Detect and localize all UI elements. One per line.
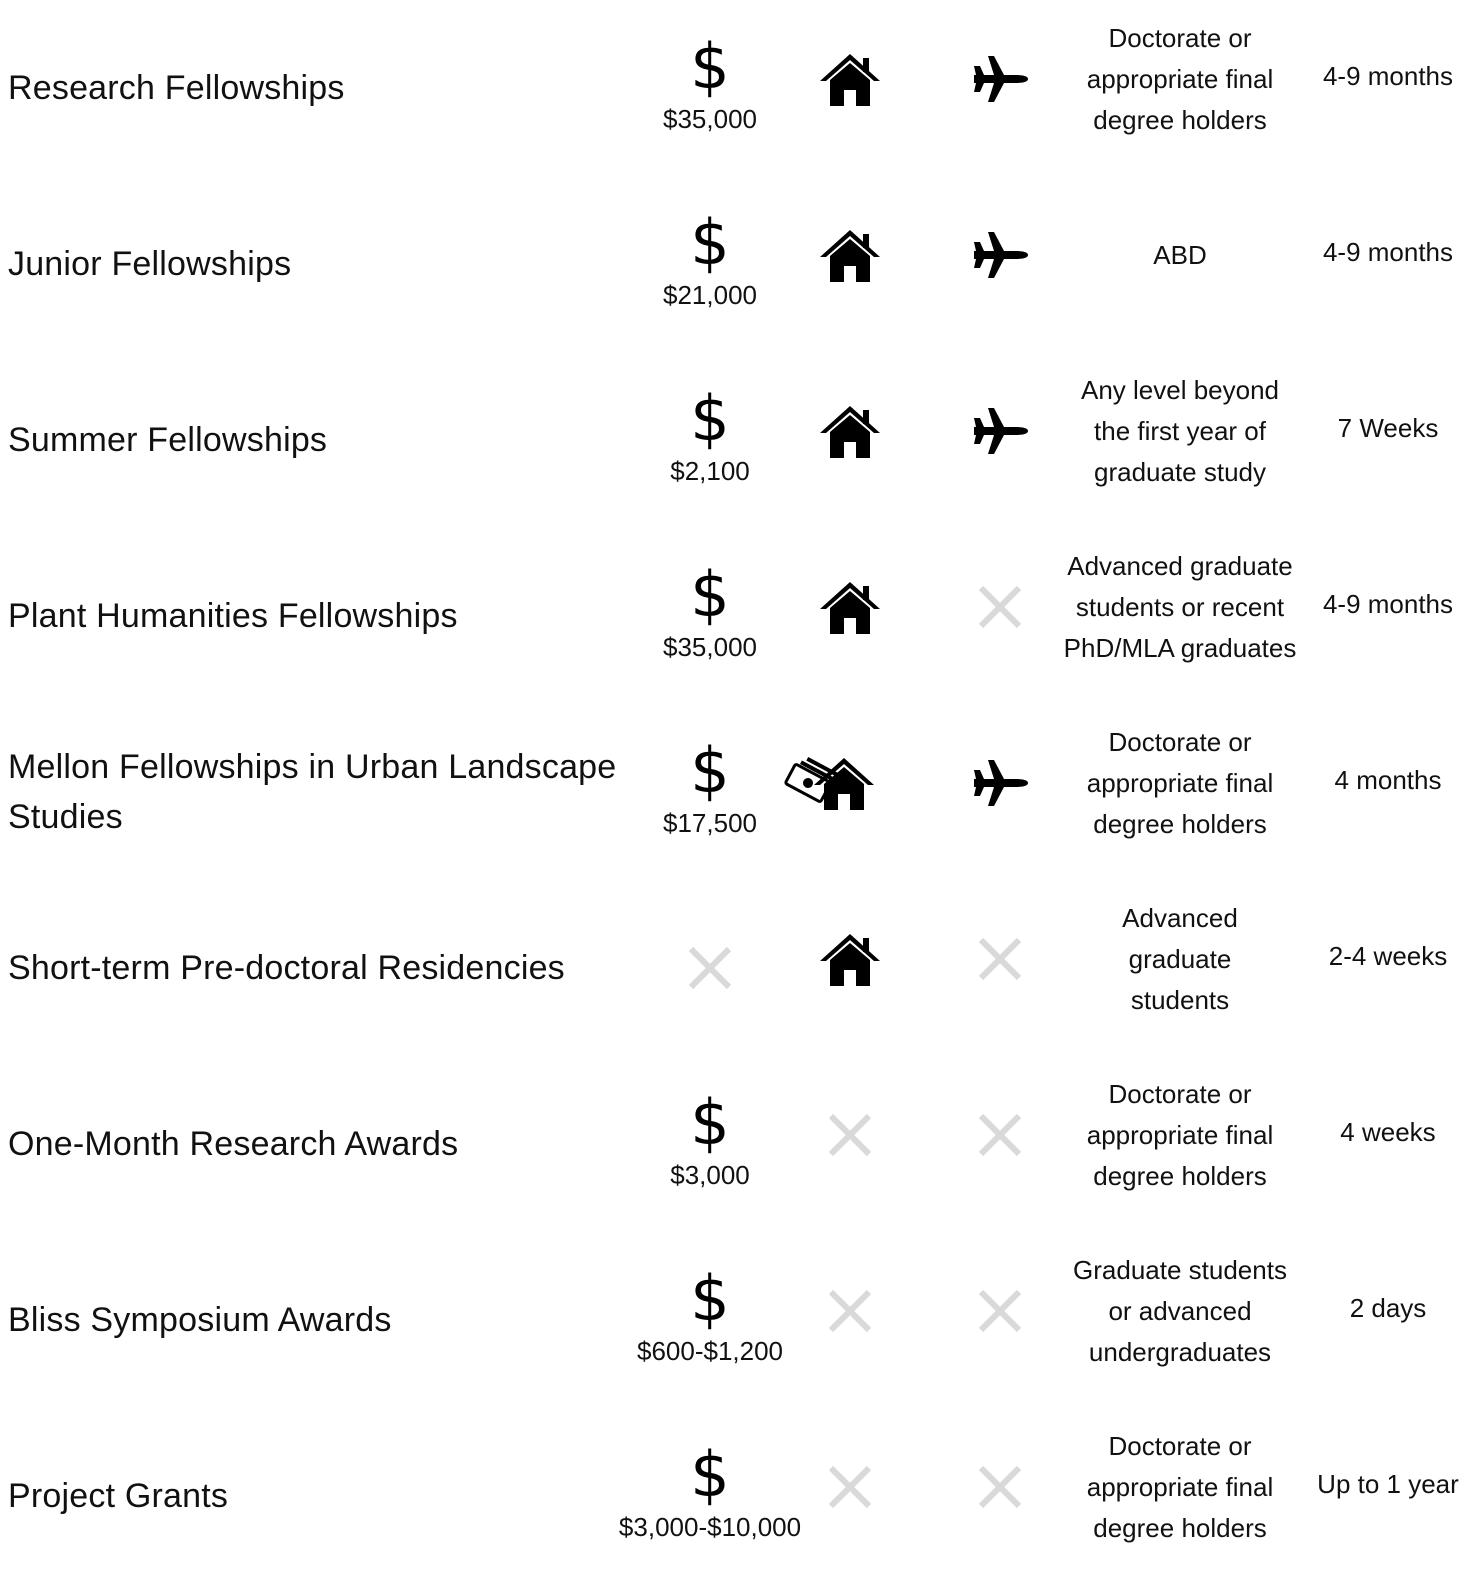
eligibility-text <box>1073 1250 1287 1373</box>
cross-icon <box>975 582 1025 632</box>
program-name: Research Fellowships <box>8 69 345 107</box>
eligibility-line: degree holders <box>1093 104 1267 135</box>
eligibility-cell <box>1055 0 1305 176</box>
eligibility-line: or advanced <box>1108 1295 1252 1326</box>
eligibility-text <box>1087 722 1273 845</box>
eligibility-text <box>1122 898 1238 1021</box>
duration-text: 4-9 months <box>1322 588 1454 619</box>
program-name: Bliss Symposium Awards <box>8 1301 392 1339</box>
eligibility-text <box>1087 18 1273 141</box>
cross-icon <box>975 1110 1025 1160</box>
eligibility-line: ABD <box>1153 239 1207 270</box>
eligibility-cell <box>1055 528 1305 704</box>
table-row <box>0 352 1476 528</box>
eligibility-text <box>1064 546 1297 669</box>
program-name: Plant Humanities Fellowships <box>8 597 458 635</box>
stipend-cell <box>618 1408 802 1584</box>
eligibility-cell <box>1055 1408 1305 1584</box>
eligibility-line: students <box>1130 984 1230 1015</box>
housing-cell <box>775 704 885 880</box>
housing-cell <box>790 0 910 176</box>
duration-text: 4-9 months <box>1322 60 1454 91</box>
travel-cell <box>940 176 1060 352</box>
dollar-icon: $ <box>690 558 730 631</box>
stipend-amount: $3,000 <box>670 1160 750 1190</box>
stipend-cell <box>625 704 795 880</box>
travel-cell <box>940 352 1060 528</box>
duration-cell <box>1300 1232 1476 1408</box>
stipend-amount: $3,000-$10,000 <box>618 1512 802 1542</box>
travel-cell <box>940 1056 1060 1232</box>
cross-icon <box>685 943 735 993</box>
cross-icon <box>975 1286 1025 1336</box>
duration-cell <box>1300 1056 1476 1232</box>
travel-cell <box>940 704 1060 880</box>
stipend-amount: $17,500 <box>663 808 757 838</box>
eligibility-line: graduate <box>1128 943 1232 974</box>
eligibility-line: Doctorate or <box>1108 22 1252 53</box>
eligibility-text <box>1081 370 1279 493</box>
cross-icon <box>825 1462 875 1512</box>
cross-icon <box>825 1110 875 1160</box>
eligibility-line: Any level beyond <box>1080 374 1280 405</box>
housing-cell <box>790 880 910 1056</box>
eligibility-cell <box>1055 176 1305 352</box>
plane-icon <box>970 406 1030 456</box>
table-row <box>0 1232 1476 1408</box>
eligibility-line: students or recent <box>1075 591 1285 622</box>
duration-text: 7 Weeks <box>1337 412 1439 443</box>
program-name: Short-term Pre-doctoral Residencies <box>8 949 565 987</box>
dollar-icon: $ <box>690 206 730 279</box>
table-row <box>0 1408 1476 1584</box>
stipend-amount: $600-$1,200 <box>636 1336 784 1366</box>
eligibility-line: appropriate final <box>1086 1471 1274 1502</box>
money-house-icon <box>784 752 876 814</box>
eligibility-cell <box>1055 352 1305 528</box>
duration-cell <box>1300 0 1476 176</box>
housing-cell <box>790 1232 910 1408</box>
house-icon <box>818 226 882 284</box>
eligibility-line: degree holders <box>1093 1512 1267 1543</box>
housing-cell <box>790 1408 910 1584</box>
stipend-cell <box>625 880 795 1056</box>
eligibility-text <box>1087 1074 1273 1197</box>
travel-cell <box>940 528 1060 704</box>
stipend-cell <box>625 528 795 704</box>
housing-cell <box>790 528 910 704</box>
dollar-icon: $ <box>690 382 730 455</box>
duration-text: 4-9 months <box>1322 236 1454 267</box>
eligibility-line: Doctorate or <box>1108 726 1252 757</box>
duration-text: 4 weeks <box>1340 1116 1436 1147</box>
eligibility-line: Doctorate or <box>1108 1078 1252 1109</box>
house-icon <box>818 930 882 988</box>
travel-cell <box>940 880 1060 1056</box>
cross-icon <box>825 1286 875 1336</box>
eligibility-line: undergraduates <box>1088 1336 1272 1367</box>
duration-text: 4 months <box>1334 764 1442 795</box>
table-row <box>0 880 1476 1056</box>
housing-cell <box>790 176 910 352</box>
dollar-icon: $ <box>690 1086 730 1159</box>
program-name: Summer Fellowships <box>8 421 328 459</box>
eligibility-text <box>1153 235 1206 276</box>
program-name: Junior Fellowships <box>8 245 292 283</box>
stipend-amount: $35,000 <box>663 104 757 134</box>
plane-icon <box>970 54 1030 104</box>
stipend-none <box>685 916 735 1020</box>
duration-cell <box>1300 176 1476 352</box>
dollar-icon: $ <box>690 1262 730 1335</box>
table-row <box>0 528 1476 704</box>
eligibility-line: graduate study <box>1093 456 1266 487</box>
table-row <box>0 704 1476 880</box>
duration-text: 2 days <box>1349 1292 1427 1323</box>
duration-text: 2-4 weeks <box>1328 940 1448 971</box>
eligibility-cell <box>1055 880 1305 1056</box>
dollar-icon: $ <box>690 734 730 807</box>
plane-icon <box>970 758 1030 808</box>
eligibility-line: Graduate students <box>1073 1254 1287 1285</box>
table-row <box>0 0 1476 176</box>
duration-cell <box>1300 1408 1476 1584</box>
dollar-icon: $ <box>690 30 730 103</box>
table-row <box>0 1056 1476 1232</box>
dollar-icon: $ <box>690 1438 730 1511</box>
house-icon <box>818 578 882 636</box>
eligibility-cell <box>1055 1232 1305 1408</box>
eligibility-cell <box>1055 1056 1305 1232</box>
stipend-cell <box>625 1232 795 1408</box>
duration-text: Up to 1 year <box>1317 1468 1459 1499</box>
eligibility-line: degree holders <box>1093 808 1267 839</box>
eligibility-text <box>1087 1426 1273 1549</box>
eligibility-line: the first year of <box>1094 415 1266 446</box>
stipend-amount: $21,000 <box>663 280 757 310</box>
duration-cell <box>1300 704 1476 880</box>
stipend-cell <box>625 0 795 176</box>
stipend-cell <box>625 176 795 352</box>
stipend-amount: $35,000 <box>663 632 757 662</box>
eligibility-line: PhD/MLA graduates <box>1063 632 1297 663</box>
eligibility-line: Advanced <box>1122 902 1238 933</box>
housing-cell <box>790 352 910 528</box>
house-icon <box>818 402 882 460</box>
duration-cell <box>1300 352 1476 528</box>
eligibility-line: appropriate final <box>1086 767 1274 798</box>
cross-icon <box>975 1462 1025 1512</box>
house-icon <box>818 50 882 108</box>
stipend-cell <box>625 352 795 528</box>
table-row <box>0 176 1476 352</box>
eligibility-line: Advanced graduate <box>1067 550 1293 581</box>
plane-icon <box>970 230 1030 280</box>
program-name: One-Month Research Awards <box>8 1125 459 1163</box>
stipend-amount: $2,100 <box>670 456 750 486</box>
travel-cell <box>940 1408 1060 1584</box>
eligibility-line: appropriate final <box>1086 63 1274 94</box>
stipend-cell <box>625 1056 795 1232</box>
eligibility-line: degree holders <box>1093 1160 1267 1191</box>
duration-cell <box>1300 528 1476 704</box>
travel-cell <box>940 1232 1060 1408</box>
travel-cell <box>940 0 1060 176</box>
cross-icon <box>975 934 1025 984</box>
program-name: Project Grants <box>8 1477 229 1515</box>
duration-cell <box>1300 880 1476 1056</box>
eligibility-line: Doctorate or <box>1108 1430 1252 1461</box>
eligibility-cell <box>1055 704 1305 880</box>
housing-cell <box>790 1056 910 1232</box>
eligibility-line: appropriate final <box>1086 1119 1274 1150</box>
program-name: Mellon Fellowships in Urban Landscape Studies <box>8 748 617 836</box>
